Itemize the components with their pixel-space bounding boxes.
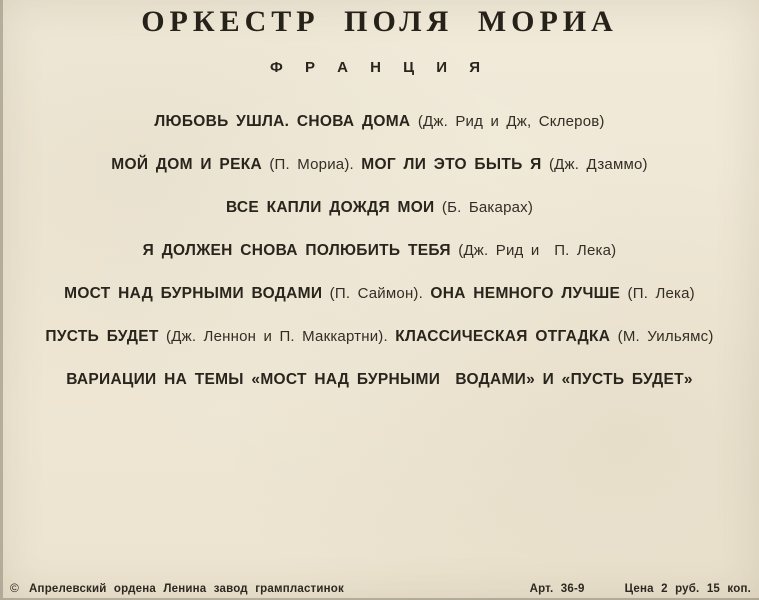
album-subtitle-country: Ф Р А Н Ц И Я bbox=[270, 59, 489, 76]
track-credit: (П. Мориа). bbox=[261, 156, 362, 173]
track-credit: (П. Саймон). bbox=[322, 285, 431, 302]
track-line bbox=[0, 358, 759, 401]
track-title: ЛЮБОВЬ УШЛА. СНОВА ДОМА bbox=[154, 112, 411, 130]
track-line bbox=[0, 229, 759, 272]
copyright-icon: © bbox=[10, 581, 20, 595]
track-line bbox=[0, 143, 759, 186]
track-title: ВСЕ КАПЛИ ДОЖДЯ МОИ bbox=[225, 198, 435, 216]
track-list bbox=[0, 100, 759, 401]
album-title: ОРКЕСТР ПОЛЯ МОРИА bbox=[141, 5, 618, 38]
track-credit: (П. Лека) bbox=[620, 285, 695, 302]
track-title: КЛАССИЧЕСКАЯ ОТГАДКА bbox=[395, 327, 611, 345]
track-title: МОЙ ДОМ И РЕКА bbox=[111, 155, 262, 173]
footer bbox=[10, 581, 751, 595]
track-title: Я ДОЛЖЕН СНОВА ПОЛЮБИТЬ ТЕБЯ bbox=[142, 241, 451, 259]
track-title: МОГ ЛИ ЭТО БЫТЬ Я bbox=[361, 155, 542, 173]
article-number: Арт. 36-9 bbox=[529, 583, 585, 595]
footer-publisher-block bbox=[10, 581, 344, 595]
price-label: Цена 2 руб. 15 коп. bbox=[624, 583, 751, 595]
track-credit: (Б. Бакарах) bbox=[434, 199, 534, 216]
track-title: ОНА НЕМНОГО ЛУЧШЕ bbox=[430, 284, 621, 302]
track-line bbox=[0, 272, 759, 315]
footer-catalog-block bbox=[530, 583, 751, 595]
track-credit: (Дж. Рид и Дж, Склеров) bbox=[410, 113, 605, 130]
track-line bbox=[0, 100, 759, 143]
track-credit: (Дж. Леннон и П. Маккартни). bbox=[158, 328, 396, 345]
track-credit: (Дж. Рид и П. Лека) bbox=[450, 242, 617, 259]
track-title: ПУСТЬ БУДЕТ bbox=[45, 327, 159, 345]
track-credit: (М. Уильямс) bbox=[610, 328, 714, 345]
publisher-name: Апрелевский ордена Ленина завод грампластинок bbox=[29, 583, 344, 595]
track-line bbox=[0, 315, 759, 358]
track-credit: (Дж. Дзаммо) bbox=[541, 156, 648, 173]
track-title: ВАРИАЦИИ НА ТЕМЫ «МОСТ НАД БУРНЫМИ ВОДАМИ» И «ПУСТЬ БУДЕТ» bbox=[66, 370, 693, 388]
track-title: МОСТ НАД БУРНЫМИ ВОДАМИ bbox=[64, 284, 323, 302]
track-line bbox=[0, 186, 759, 229]
